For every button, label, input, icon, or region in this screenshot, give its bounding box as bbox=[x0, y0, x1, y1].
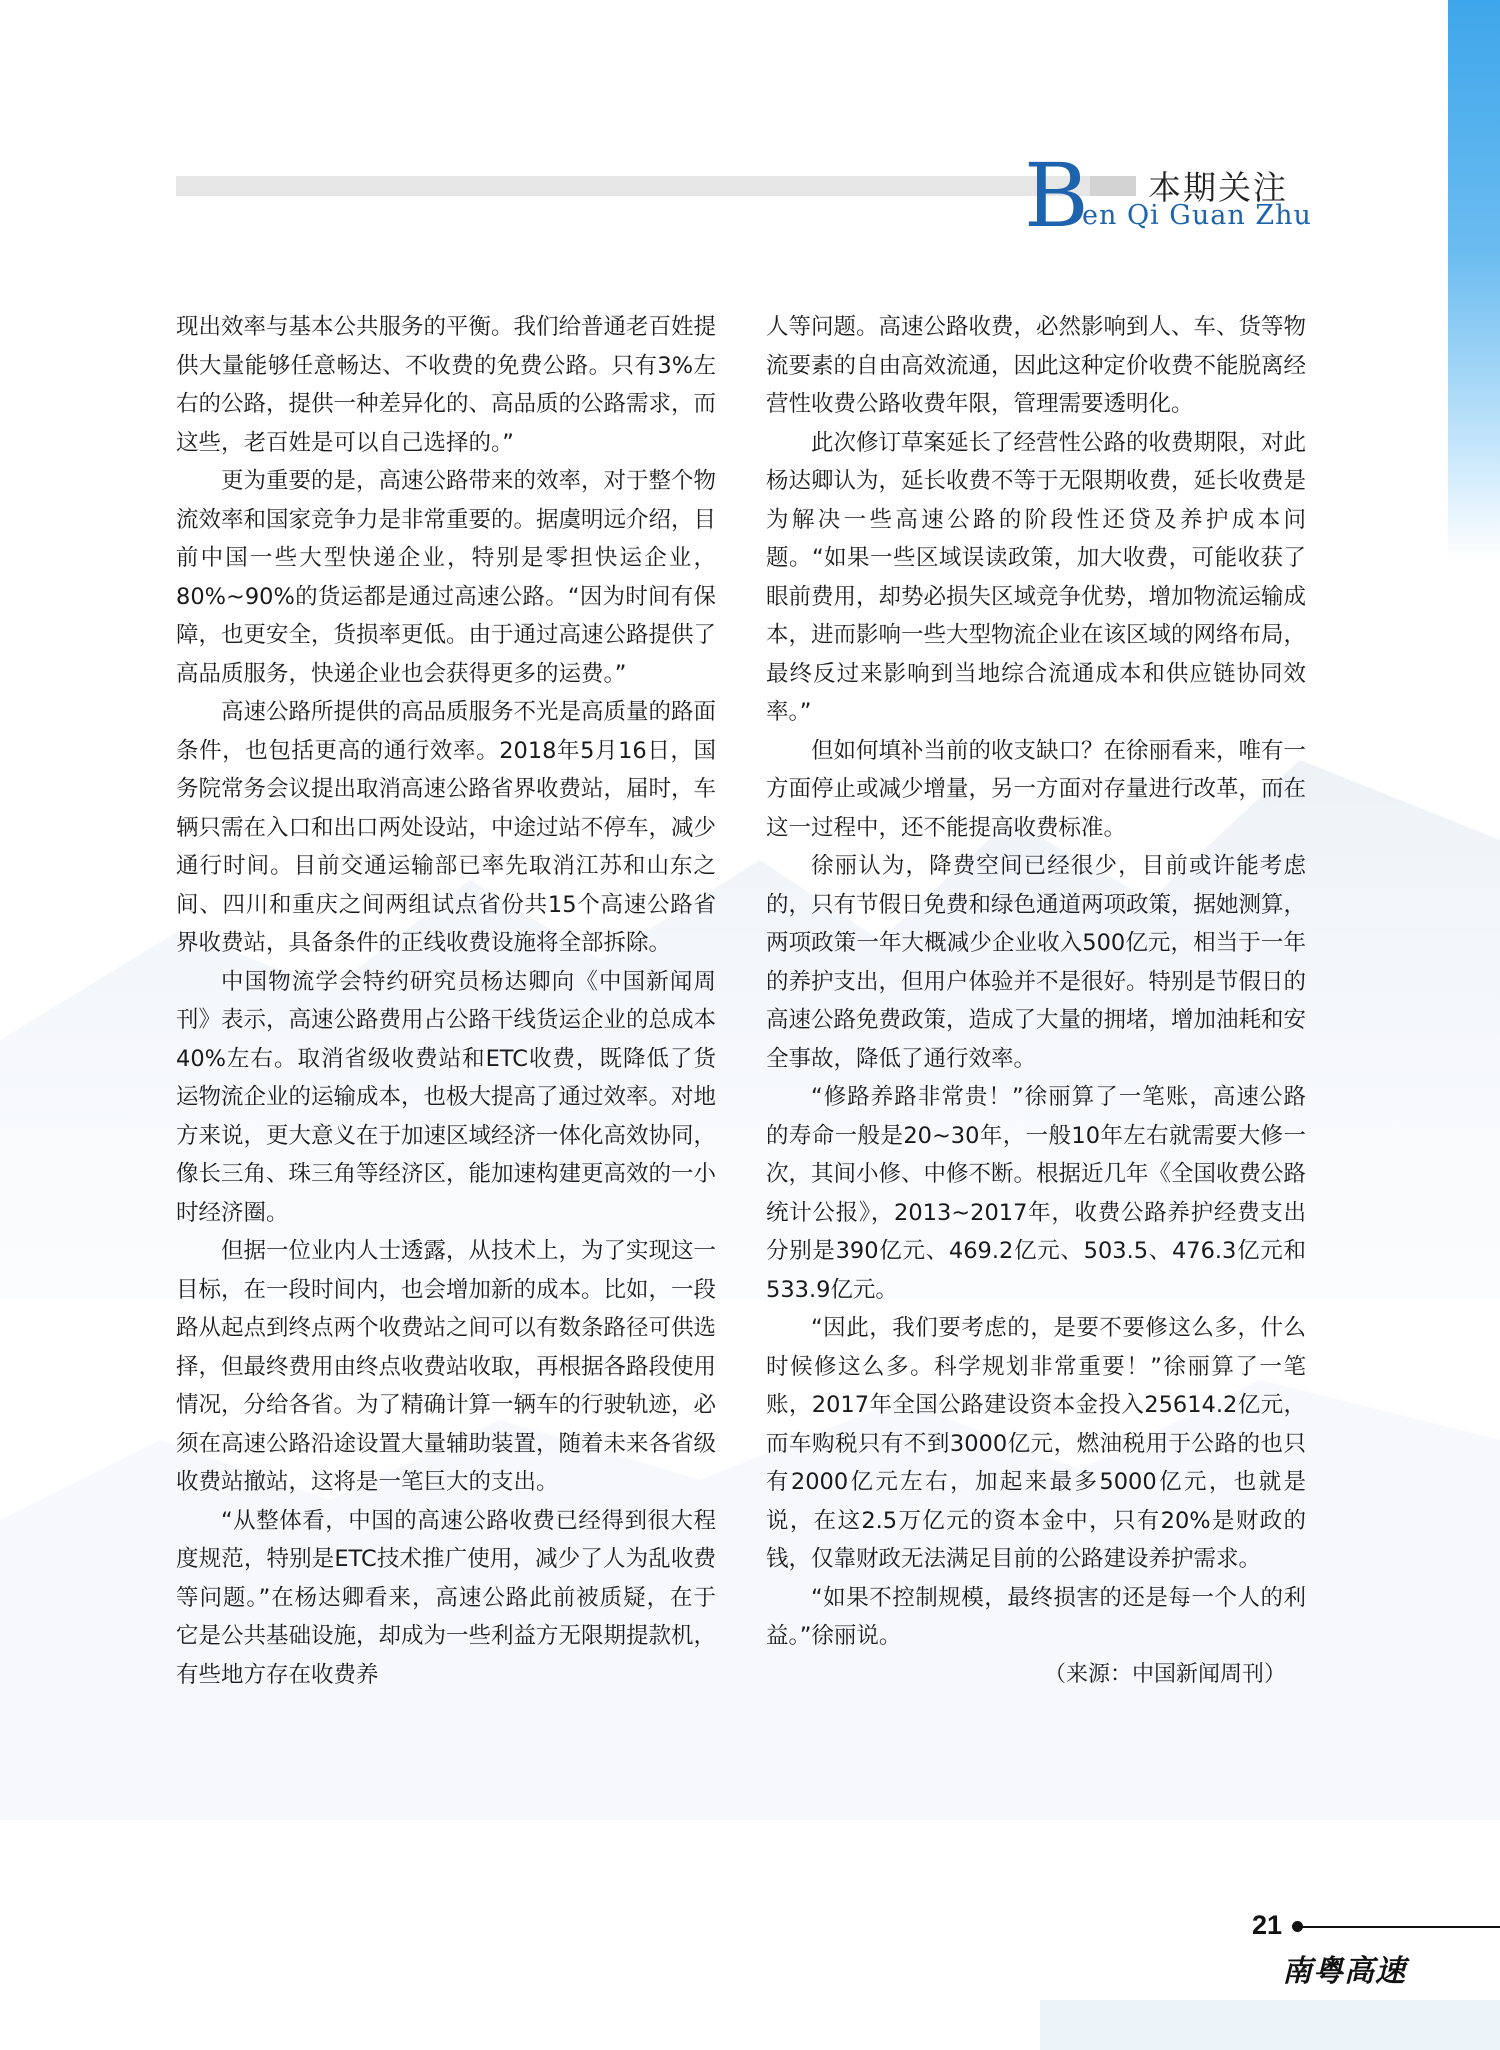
paragraph: 中国物流学会特约研究员杨达卿向《中国新闻周刊》表示，高速公路费用占公路干线货运企业的总成本40%左右。取消省级收费站和ETC收费，既降低了货运物流企业的运输成本，也极大提高了通过效率。对地方来说，更大意义在于加速区域经济一体化高效协同，像长三角、珠三角等经济区，能加速构建更高效的一小时经济圈。 bbox=[176, 968, 717, 1226]
paragraph: 此次修订草案延长了经营性公路的收费期限，对此杨达卿认为，延长收费不等于无限期收费，延长收费是为解决一些高速公路的阶段性还贷及养护成本问题。“如果一些区域误读政策，加大收费，可能收获了眼前费用，却势必损失区域竞争优势，增加物流运输成本，进而影响一些大型物流企业在该区域的网络布局，最终反过来影响到当地综合流通成本和供应链协同效率。” bbox=[766, 429, 1307, 725]
article-column-left bbox=[176, 308, 716, 1694]
page-number-rule bbox=[1300, 1926, 1500, 1928]
article-column-right bbox=[766, 308, 1306, 1694]
paragraph: 更为重要的是，高速公路带来的效率，对于整个物流效率和国家竞争力是非常重要的。据虞明远介绍，目前中国一些大型快递企业，特别是零担快运企业，80%~90%的货运都是通过高速公路。“因为时间有保障，也更安全，货损率更低。由于通过高速公路提供了高品质服务，快递企业也会获得更多的运费。” bbox=[176, 468, 717, 687]
paragraph: 徐丽认为，降费空间已经很少，目前或许能考虑的，只有节假日免费和绿色通道两项政策，据她测算，两项政策一年大概减少企业收入500亿元，相当于一年的养护支出，但用户体验并不是很好。特别是节假日的高速公路免费政策，造成了大量的拥堵，增加油耗和安全事故，降低了通行效率。 bbox=[766, 853, 1307, 1072]
header-rule-end bbox=[1090, 176, 1136, 196]
section-title: 本期关注 bbox=[1148, 168, 1288, 207]
decorative-side-stripe bbox=[1448, 0, 1500, 560]
paragraph: “如果不控制规模，最终损害的还是每一个人的利益。”徐丽说。 bbox=[766, 1584, 1306, 1649]
paragraph: 但据一位业内人士透露，从技术上，为了实现这一目标，在一段时间内，也会增加新的成本。比如，一段路从起点到终点两个收费站之间可以有数条路径可供选择，但最终费用由终点收费站收取，再根据各路段使用情况，分给各省。为了精确计算一辆车的行驶轨迹，必须在高速公路沿途设置大量辅助装置，随着未来各省级收费站撤站，这将是一笔巨大的支出。 bbox=[176, 1238, 717, 1495]
paragraph: “修路养路非常贵！”徐丽算了一笔账，高速公路的寿命一般是20~30年，一般10年左右就需要大修一次，其间小修、中修不断。根据近几年《全国收费公路统计公报》，2013~2017年，收费公路养护经费支出分别是390亿元、469.2亿元、503.5、476.3亿元和533.9亿元。 bbox=[766, 1084, 1307, 1303]
paragraph: 但如何填补当前的收支缺口？在徐丽看来，唯有一方面停止或减少增量，另一方面对存量进行改革，而在这一过程中，还不能提高收费标准。 bbox=[766, 737, 1307, 841]
source-credit: （来源：中国新闻周刊） bbox=[1043, 1661, 1286, 1687]
paragraph: 人等问题。高速公路收费，必然影响到人、车、货等物流要素的自由高效流通，因此这种定价收费不能脱离经营性收费公路收费年限，管理需要透明化。 bbox=[766, 314, 1307, 417]
paragraph: “从整体看，中国的高速公路收费已经得到很大程度规范，特别是ETC技术推广使用，减少了人为乱收费等问题。”在杨达卿看来，高速公路此前被质疑，在于它是公共基础设施，却成为一些利益方无限期提款机，有些地方存在收费养 bbox=[176, 1507, 717, 1688]
page-number: 21 bbox=[1252, 1910, 1283, 1940]
section-pinyin: en Qi Guan Zhu bbox=[1082, 200, 1312, 231]
magazine-logo: 南粤高速 bbox=[1282, 1954, 1406, 1989]
section-initial-letter: B bbox=[1024, 144, 1089, 247]
paragraph: “因此，我们要考虑的，是要不要修这么多，什么时候修这么多。科学规划非常重要！”徐丽算了一笔账，2017年全国公路建设资本金投入25614.2亿元，而车购税只有不到3000亿元，燃油税用于公路的也只有2000亿元左右，加起来最多5000亿元，也就是说，在这2.5万亿元的资本金中，只有20%是财政的钱，仅靠财政无法满足目前的公路建设养护需求。 bbox=[766, 1315, 1306, 1572]
header-rule bbox=[176, 176, 1134, 196]
paragraph: 高速公路所提供的高品质服务不光是高质量的路面条件，也包括更高的通行效率。2018年5月16日，国务院常务会议提出取消高速公路省界收费站，届时，车辆只需在入口和出口两处设站，中途过站不停车，减少通行时间。目前交通运输部已率先取消江苏和山东之间、四川和重庆之间两组试点省份共15个高速公路省界收费站，具备条件的正线收费设施将全部拆除。 bbox=[176, 699, 717, 956]
paragraph: 现出效率与基本公共服务的平衡。我们给普通老百姓提供大量能够任意畅达、不收费的免费公路。只有3%左右的公路，提供一种差异化的、高品质的公路需求，而这些，老百姓是可以自己选择的。” bbox=[176, 314, 717, 456]
